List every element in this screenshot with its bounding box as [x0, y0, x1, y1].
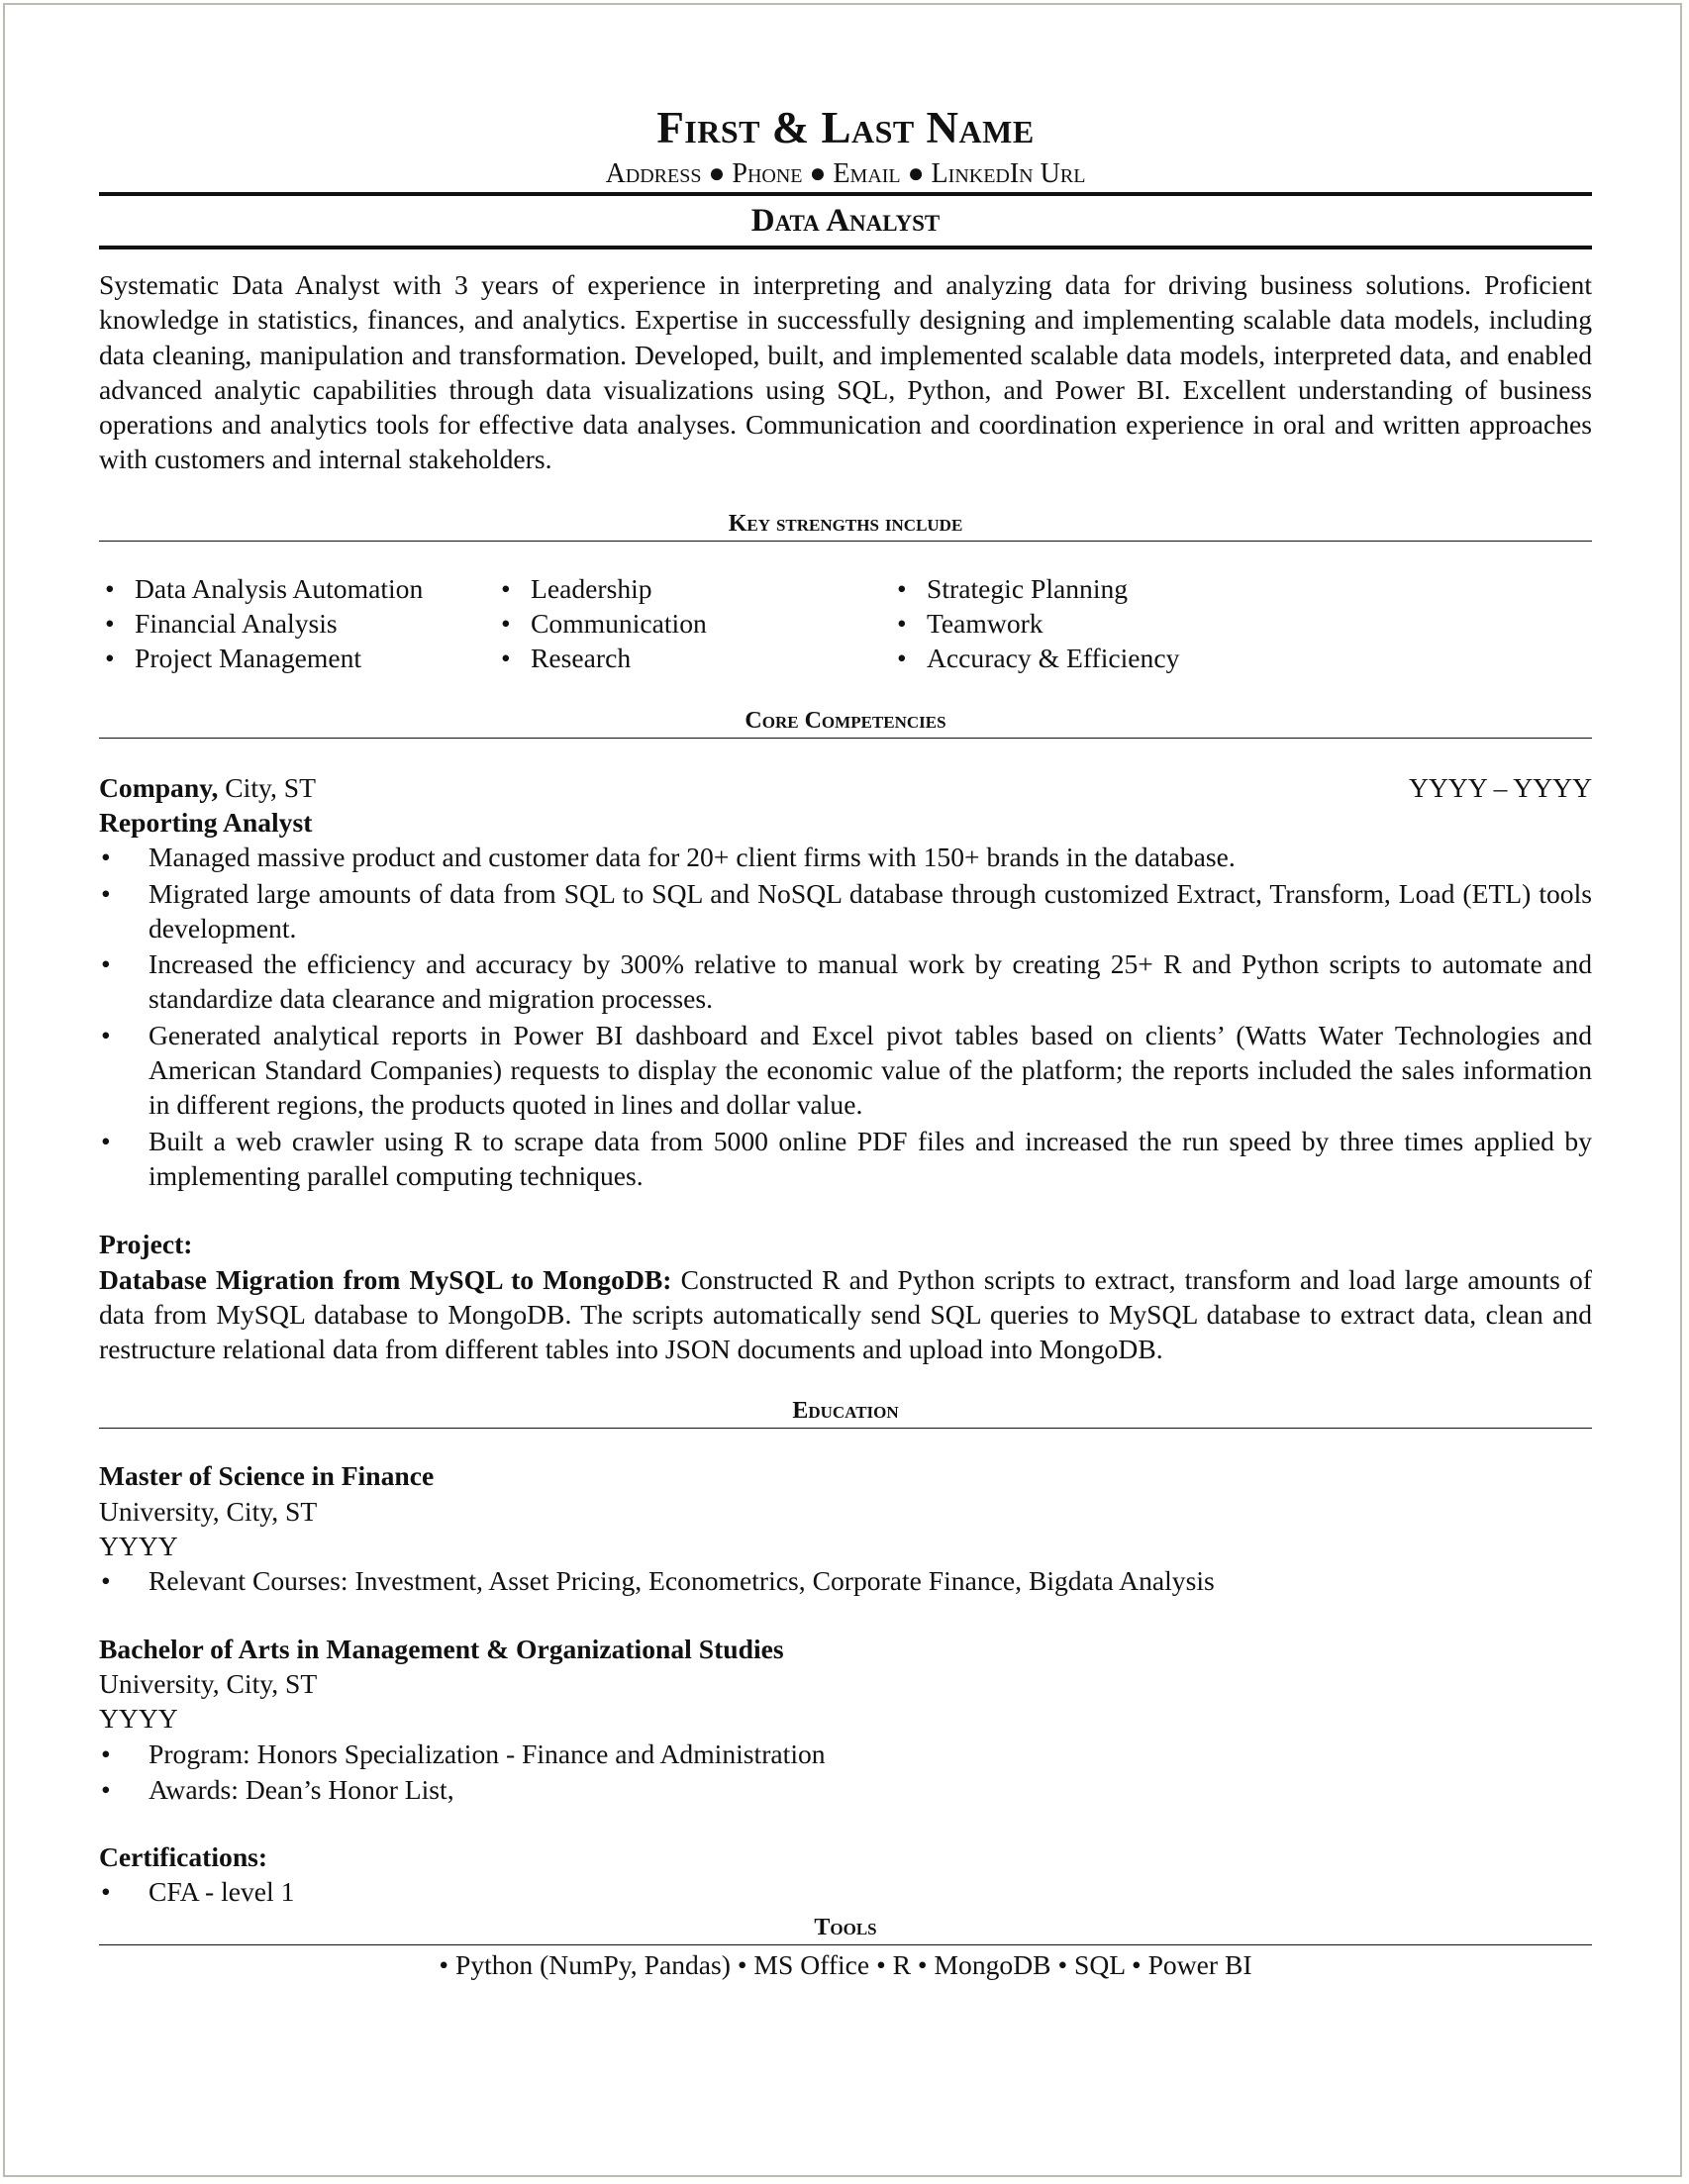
strength-item: • Teamwork	[891, 606, 1287, 641]
strengths-rule	[99, 541, 1592, 542]
job-bullet: • Managed massive product and customer data for 20+ client firms with 150+ brands in the database.	[99, 840, 1592, 874]
job-bullets	[99, 840, 1592, 1193]
degree-bullet: • Program: Honors Specialization - Finance and Administration	[99, 1737, 1592, 1771]
project-label: Project:	[99, 1229, 193, 1260]
degree-1-bullets	[99, 1563, 1592, 1598]
job-location: City, ST	[218, 771, 317, 803]
year-1: YYYY	[99, 1531, 178, 1562]
strengths-column-1	[99, 571, 495, 676]
header-rule-bottom	[99, 246, 1592, 249]
degree-bullet: • Relevant Courses: Investment, Asset Pricing, Econometrics, Corporate Finance, Bigdata Analysis	[99, 1563, 1592, 1598]
project-description	[99, 1262, 1592, 1367]
certifications-label: Certifications:	[99, 1841, 268, 1873]
school-1: University, City, ST	[99, 1495, 318, 1527]
strength-item: • Communication	[495, 606, 891, 641]
project-text: Constructed R and Python scripts to extract, transform and load large amounts of data from MySQL database to MongoDB. The scripts automatically send SQL queries to MySQL database to extract data, clean and restructure relational data from different tables into JSON documents and upload into MongoDB.	[99, 1263, 1592, 1365]
strength-item: • Accuracy & Efficiency	[891, 641, 1287, 675]
strengths-column-2	[495, 571, 891, 676]
job-bullet: • Migrated large amounts of data from SQL to SQL and NoSQL database through customized Extract, Transform, Load (ETL) tools development.	[99, 876, 1592, 946]
strength-item: • Financial Analysis	[99, 606, 495, 641]
strengths-column-3	[891, 571, 1287, 676]
job-header	[99, 770, 1592, 805]
year-2: YYYY	[99, 1703, 178, 1735]
strengths-heading: Key strengths include	[728, 510, 963, 537]
strength-item: • Strategic Planning	[891, 571, 1287, 606]
strength-item: • Leadership	[495, 571, 891, 606]
job-title: Reporting Analyst	[99, 806, 313, 838]
company-location	[99, 770, 316, 805]
job-bullet: • Increased the efficiency and accuracy by 300% relative to manual work by creating 25+ R and Python scripts to automate and standardize data clearance and migration processes.	[99, 946, 1592, 1017]
strength-item: • Research	[495, 641, 891, 675]
strength-item: • Project Management	[99, 641, 495, 675]
degree-2-bullets	[99, 1737, 1592, 1808]
degree-1: Master of Science in Finance	[99, 1460, 435, 1492]
contact-line: Address ● Phone ● Email ● LinkedIn Url	[605, 158, 1086, 189]
school-2: University, City, ST	[99, 1667, 318, 1699]
certification-item: • CFA - level 1	[99, 1874, 1592, 1909]
education-rule	[99, 1428, 1592, 1429]
tools-rule	[99, 1944, 1592, 1945]
strengths-list	[99, 571, 1592, 676]
tools-list: • Python (NumPy, Pandas) • MS Office • R • MongoDB • SQL • Power BI	[439, 1948, 1252, 1980]
job-bullet: • Generated analytical reports in Power BI dashboard and Excel pivot tables based on clients’ (Watts Water Technologies and American Standard Companies) requests to display the economic value of the platform; the reports included the sales information in different regions, the products quoted in lines and dollar value.	[99, 1018, 1592, 1123]
degree-2: Bachelor of Arts in Management & Organizational Studies	[99, 1633, 784, 1664]
competencies-heading: Core Competencies	[745, 707, 946, 734]
education-heading: Education	[792, 1398, 899, 1425]
certifications-list	[99, 1874, 1592, 1909]
summary-paragraph: Systematic Data Analyst with 3 years of experience in interpreting and analyzing data for driving business solutions. Proficient knowledge in statistics, finances, and analytics. Expertise in successfully designing and implementing scalable data models, including data cleaning, manipulation and transformation. Developed, built, and implemented scalable data models, interpreted data, and enabled advanced analytic capabilities through data visualizations using SQL, Python, and Power BI. Excellent understanding of business operations and analytics tools for effective data analyses. Communication and coordination experience in oral and written approaches with customers and internal stakeholders.	[99, 269, 1592, 475]
competencies-rule	[99, 738, 1592, 739]
job-dates: YYYY – YYYY	[1409, 771, 1592, 803]
strength-item: • Data Analysis Automation	[99, 571, 495, 606]
company-name: Company,	[99, 771, 219, 803]
candidate-name: First & Last Name	[656, 103, 1035, 152]
role-title: Data Analyst	[750, 203, 941, 239]
resume-page	[99, 99, 1592, 1983]
project-title: Database Migration from MySQL to MongoDB:	[99, 1263, 672, 1295]
job-bullet: • Built a web crawler using R to scrape data from 5000 online PDF files and increased the run speed by three times applied by implementing parallel computing techniques.	[99, 1124, 1592, 1194]
tools-heading: Tools	[814, 1914, 877, 1940]
degree-bullet: • Awards: Dean’s Honor List,	[99, 1772, 1592, 1807]
